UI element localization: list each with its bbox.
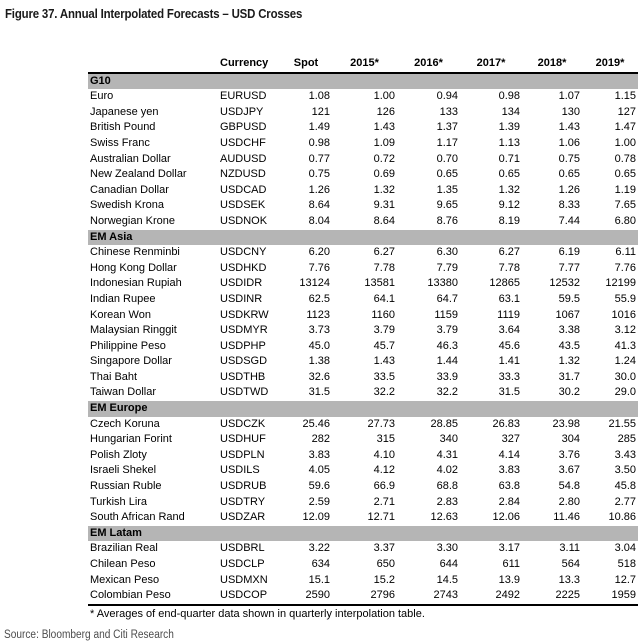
value-cell: 68.8: [436, 480, 458, 493]
currency-code-cell: USDCAD: [220, 183, 267, 196]
value-cell: 1.43: [558, 121, 580, 134]
value-cell: 1.19: [614, 183, 636, 196]
currency-code-cell: USDKRW: [220, 308, 269, 321]
value-cell: 26.83: [492, 417, 520, 430]
currency-name-cell: British Pound: [90, 121, 156, 134]
value-cell: 12.09: [302, 511, 330, 524]
currency-name-cell: Malaysian Ringgit: [90, 324, 177, 337]
table-row: [88, 136, 638, 152]
currency-name-cell: Turkish Lira: [90, 495, 148, 508]
value-cell: 3.79: [436, 324, 458, 337]
table-row: [88, 89, 638, 105]
currency-name-cell: Indonesian Rupiah: [90, 277, 182, 290]
value-cell: 2.59: [308, 495, 330, 508]
currency-name-cell: Polish Zloty: [90, 448, 147, 461]
value-cell: 6.80: [614, 214, 636, 227]
value-cell: 33.5: [373, 370, 395, 383]
value-cell: 2225: [522, 588, 582, 605]
value-cell: 8.64: [373, 214, 395, 227]
col-header-2018: 2018*: [522, 56, 582, 73]
source-line: Source: Bloomberg and Citi Research: [4, 628, 174, 641]
value-cell: 0.78: [614, 152, 636, 165]
value-cell: 63.8: [498, 480, 520, 493]
value-cell: 9.31: [373, 199, 395, 212]
value-cell: 2.80: [558, 495, 580, 508]
section-header-row: [88, 230, 638, 246]
value-cell: 6.20: [308, 246, 330, 259]
value-cell: 1160: [371, 308, 395, 321]
value-cell: 28.85: [430, 417, 458, 430]
value-cell: 15.2: [373, 573, 395, 586]
value-cell: 3.04: [614, 542, 636, 555]
col-header-currency: Currency: [218, 56, 280, 73]
value-cell: 6.27: [498, 246, 520, 259]
value-cell: 32.2: [373, 386, 395, 399]
value-cell: 7.78: [498, 261, 520, 274]
table-row: [88, 245, 638, 261]
currency-code-cell: NZDUSD: [220, 168, 266, 181]
currency-code-cell: USDHUF: [220, 433, 266, 446]
value-cell: 1.47: [614, 121, 636, 134]
value-cell: 6.30: [436, 246, 458, 259]
currency-code-cell: USDIDR: [220, 277, 263, 290]
value-cell: 126: [376, 105, 395, 118]
value-cell: 4.05: [308, 464, 330, 477]
value-cell: 59.5: [558, 292, 580, 305]
col-header-spot: Spot: [280, 56, 332, 73]
value-cell: 1123: [306, 308, 330, 321]
currency-code-cell: GBPUSD: [220, 121, 267, 134]
section-header-row: [88, 526, 638, 542]
table-row: [88, 448, 638, 464]
value-cell: 10.86: [608, 511, 636, 524]
value-cell: 0.98: [498, 90, 520, 103]
value-cell: 134: [501, 105, 520, 118]
value-cell: 4.10: [373, 448, 395, 461]
currency-code-cell: USDZAR: [220, 511, 266, 524]
value-cell: 1.24: [614, 355, 636, 368]
currency-code-cell: USDMYR: [220, 324, 268, 337]
value-cell: 2.77: [614, 495, 636, 508]
value-cell: 0.72: [373, 152, 395, 165]
value-cell: 304: [561, 433, 580, 446]
section-label: EM Latam: [88, 526, 638, 542]
value-cell: 1.32: [558, 355, 580, 368]
currency-code-cell: USDJPY: [220, 105, 264, 118]
value-cell: 11.46: [553, 511, 580, 524]
currency-name-cell: Indian Rupee: [90, 292, 156, 305]
value-cell: 285: [617, 433, 636, 446]
table-row: [88, 463, 638, 479]
currency-code-cell: USDCHF: [220, 136, 266, 149]
value-cell: 0.65: [436, 168, 458, 181]
value-cell: 327: [501, 433, 520, 446]
col-header-name: [88, 56, 218, 73]
value-cell: 12532: [549, 277, 580, 290]
value-cell: 1119: [497, 308, 520, 321]
value-cell: 644: [439, 558, 458, 570]
value-cell: 3.64: [498, 324, 520, 337]
value-cell: 7.65: [614, 199, 636, 212]
value-cell: 3.30: [436, 542, 458, 555]
figure-title: Figure 37. Annual Interpolated Forecasts – USD Crosses: [5, 6, 303, 21]
value-cell: 1.08: [308, 90, 330, 103]
value-cell: 27.73: [367, 417, 395, 430]
currency-name-cell: Brazilian Real: [90, 542, 158, 555]
table-row: [88, 479, 638, 495]
value-cell: 340: [439, 433, 458, 446]
currency-code-cell: USDILS: [220, 464, 260, 477]
currency-code-cell: USDTRY: [220, 495, 266, 508]
currency-name-cell: Philippine Peso: [90, 339, 166, 352]
value-cell: 12199: [605, 277, 636, 290]
currency-code-cell: USDPLN: [220, 448, 265, 461]
value-cell: 54.8: [558, 480, 580, 493]
value-cell: 1.39: [498, 121, 520, 134]
currency-code-cell: USDTHB: [220, 370, 266, 383]
currency-name-cell: Singapore Dollar: [90, 355, 172, 368]
currency-name-cell: Chinese Renminbi: [90, 246, 180, 259]
value-cell: 45.0: [308, 339, 330, 352]
currency-name-cell: Korean Won: [90, 308, 151, 321]
value-cell: 3.38: [558, 324, 580, 337]
value-cell: 12865: [489, 277, 520, 290]
value-cell: 32.2: [436, 386, 458, 399]
table-row: [88, 432, 638, 448]
value-cell: 315: [376, 433, 395, 446]
currency-name-cell: New Zealand Dollar: [90, 168, 187, 181]
value-cell: 6.19: [558, 246, 580, 259]
table-row: [88, 385, 638, 401]
value-cell: 7.44: [558, 214, 580, 227]
value-cell: 1.15: [614, 90, 636, 103]
value-cell: 63.1: [498, 292, 520, 305]
value-cell: 7.79: [436, 261, 458, 274]
currency-name-cell: Australian Dollar: [90, 152, 171, 165]
value-cell: 634: [311, 558, 330, 570]
value-cell: 3.76: [558, 448, 580, 461]
value-cell: 1.35: [436, 183, 458, 196]
value-cell: 4.02: [436, 464, 458, 477]
currency-code-cell: USDINR: [220, 292, 263, 305]
table-row: [88, 198, 638, 214]
currency-code-cell: EURUSD: [220, 90, 267, 103]
value-cell: 1.49: [308, 121, 330, 134]
value-cell: 2.84: [498, 495, 520, 508]
value-cell: 0.75: [558, 152, 580, 165]
value-cell: 31.5: [308, 386, 330, 399]
currency-name-cell: Norwegian Krone: [90, 214, 175, 227]
value-cell: 66.9: [373, 480, 395, 493]
value-cell: 12.06: [492, 511, 520, 524]
value-cell: 1.00: [373, 90, 395, 103]
value-cell: 2743: [397, 588, 460, 605]
value-cell: 29.0: [614, 386, 636, 399]
value-cell: 8.19: [498, 214, 520, 227]
table-header-row: [88, 56, 638, 73]
col-header-2015: 2015*: [332, 56, 397, 73]
value-cell: 1.00: [614, 136, 636, 149]
table-row: [88, 588, 638, 605]
value-cell: 1.41: [498, 355, 520, 368]
value-cell: 282: [311, 433, 330, 446]
value-cell: 3.67: [558, 464, 580, 477]
currency-code-cell: USDTWD: [220, 386, 269, 399]
value-cell: 9.65: [436, 199, 458, 212]
value-cell: 33.9: [436, 370, 458, 383]
value-cell: 7.78: [373, 261, 395, 274]
value-cell: 8.33: [558, 199, 580, 212]
value-cell: 611: [502, 558, 520, 570]
value-cell: 3.11: [559, 542, 580, 555]
value-cell: 8.04: [308, 214, 330, 227]
value-cell: 0.75: [308, 168, 330, 181]
value-cell: 0.65: [614, 168, 636, 181]
report-figure-page: [0, 6, 640, 642]
value-cell: 1.26: [308, 183, 330, 196]
value-cell: 64.7: [436, 292, 458, 305]
currency-code-cell: USDCOP: [218, 588, 280, 605]
value-cell: 0.65: [558, 168, 580, 181]
table-row: [88, 370, 638, 386]
currency-name-cell: South African Rand: [90, 511, 185, 524]
section-label: EM Asia: [88, 230, 638, 246]
col-header-2016: 2016*: [397, 56, 460, 73]
fx-forecast-table: [88, 56, 638, 606]
value-cell: 0.98: [308, 136, 330, 149]
value-cell: 1.32: [498, 183, 520, 196]
section-label: G10: [88, 73, 638, 90]
value-cell: 64.1: [373, 292, 395, 305]
currency-code-cell: USDPHP: [220, 339, 266, 352]
section-header-row: [88, 73, 638, 90]
table-row: [88, 573, 638, 589]
value-cell: 2.71: [373, 495, 395, 508]
value-cell: 121: [311, 105, 330, 118]
value-cell: 1.07: [558, 90, 580, 103]
value-cell: 30.0: [614, 370, 636, 383]
value-cell: 564: [561, 558, 580, 570]
value-cell: 2492: [460, 588, 522, 605]
value-cell: 1.17: [436, 136, 458, 149]
currency-name-cell: Russian Ruble: [90, 480, 162, 493]
value-cell: 13124: [299, 277, 330, 290]
currency-name-cell: Japanese yen: [90, 105, 159, 118]
value-cell: 133: [439, 105, 458, 118]
table-row: [88, 261, 638, 277]
value-cell: 0.70: [436, 152, 458, 165]
value-cell: 1159: [434, 308, 458, 321]
value-cell: 130: [561, 105, 580, 118]
table-row: [88, 308, 638, 324]
value-cell: 12.63: [430, 511, 458, 524]
value-cell: 59.6: [308, 480, 330, 493]
currency-name-cell: Thai Baht: [90, 370, 138, 383]
value-cell: 2590: [280, 588, 332, 605]
table-row: [88, 354, 638, 370]
value-cell: 46.3: [436, 339, 458, 352]
value-cell: 1.06: [558, 136, 580, 149]
value-cell: 127: [617, 105, 636, 118]
value-cell: 6.27: [373, 246, 395, 259]
value-cell: 3.73: [308, 324, 330, 337]
value-cell: 1.13: [498, 136, 520, 149]
value-cell: 2.83: [436, 495, 458, 508]
value-cell: 4.31: [436, 448, 458, 461]
value-cell: 3.37: [373, 542, 395, 555]
value-cell: 1.43: [373, 355, 395, 368]
value-cell: 1.38: [308, 355, 330, 368]
col-header-2019: 2019*: [582, 56, 638, 73]
value-cell: 0.71: [498, 152, 520, 165]
col-header-2017: 2017*: [460, 56, 522, 73]
value-cell: 45.8: [614, 480, 636, 493]
value-cell: 55.9: [614, 292, 636, 305]
table-row: [88, 541, 638, 557]
currency-code-cell: AUDUSD: [220, 152, 267, 165]
value-cell: 3.79: [373, 324, 395, 337]
value-cell: 1.32: [373, 183, 395, 196]
value-cell: 4.12: [373, 464, 395, 477]
value-cell: 62.5: [308, 292, 330, 305]
section-header-row: [88, 401, 638, 417]
value-cell: 1016: [611, 308, 636, 321]
value-cell: 30.2: [558, 386, 580, 399]
currency-name-cell: Euro: [90, 90, 114, 103]
currency-code-cell: USDRUB: [220, 480, 267, 493]
currency-name-cell: Israeli Shekel: [90, 464, 157, 477]
value-cell: 3.83: [498, 464, 520, 477]
table-row: [88, 417, 638, 433]
value-cell: 33.3: [498, 370, 520, 383]
section-label: EM Europe: [88, 401, 638, 417]
value-cell: 15.1: [308, 573, 330, 586]
table-row: [88, 292, 638, 308]
value-cell: 13581: [364, 277, 395, 290]
currency-name-cell: Chilean Peso: [90, 558, 156, 570]
value-cell: 1.43: [373, 121, 395, 134]
currency-name-cell: Hong Kong Dollar: [90, 261, 177, 274]
value-cell: 518: [617, 558, 636, 570]
value-cell: 45.6: [498, 339, 520, 352]
table-footnote: * Averages of end-quarter data shown in quarterly interpolation table.: [90, 607, 425, 620]
currency-name-cell: Swedish Krona: [90, 199, 164, 212]
value-cell: 1067: [555, 308, 580, 321]
value-cell: 3.83: [308, 448, 330, 461]
currency-code-cell: USDSGD: [220, 355, 268, 368]
value-cell: 0.94: [436, 90, 458, 103]
value-cell: 31.7: [558, 370, 580, 383]
currency-name-cell: Colombian Peso: [88, 588, 218, 605]
currency-code-cell: USDBRL: [220, 542, 265, 555]
value-cell: 43.5: [558, 339, 580, 352]
value-cell: 6.11: [615, 246, 636, 259]
currency-code-cell: USDMXN: [220, 573, 268, 586]
value-cell: 1.26: [558, 183, 580, 196]
value-cell: 3.43: [614, 448, 636, 461]
currency-code-cell: USDCZK: [220, 417, 266, 430]
value-cell: 1959: [582, 588, 638, 605]
currency-code-cell: USDCNY: [220, 246, 267, 259]
table-row: [88, 105, 638, 121]
value-cell: 650: [376, 558, 395, 570]
value-cell: 9.12: [498, 199, 520, 212]
table-row: [88, 339, 638, 355]
value-cell: 0.65: [498, 168, 520, 181]
value-cell: 8.76: [436, 214, 458, 227]
table-row: [88, 510, 638, 526]
value-cell: 13.3: [558, 573, 580, 586]
value-cell: 3.17: [498, 542, 520, 555]
value-cell: 7.77: [558, 261, 580, 274]
value-cell: 12.71: [367, 511, 395, 524]
currency-name-cell: Czech Koruna: [90, 417, 160, 430]
table-row: [88, 120, 638, 136]
table-row: [88, 557, 638, 573]
value-cell: 7.76: [614, 261, 636, 274]
value-cell: 7.76: [308, 261, 330, 274]
table-row: [88, 214, 638, 230]
value-cell: 8.64: [308, 199, 330, 212]
currency-code-cell: USDCLP: [220, 558, 265, 570]
currency-name-cell: Canadian Dollar: [90, 183, 169, 196]
currency-code-cell: USDNOK: [220, 214, 268, 227]
currency-code-cell: USDSEK: [220, 199, 266, 212]
table-row: [88, 495, 638, 511]
value-cell: 25.46: [302, 417, 330, 430]
value-cell: 2796: [332, 588, 397, 605]
currency-name-cell: Mexican Peso: [90, 573, 160, 586]
value-cell: 1.09: [373, 136, 395, 149]
value-cell: 0.69: [373, 168, 395, 181]
table-row: [88, 152, 638, 168]
value-cell: 3.50: [614, 464, 636, 477]
table-row: [88, 323, 638, 339]
value-cell: 13380: [427, 277, 458, 290]
value-cell: 21.55: [608, 417, 636, 430]
value-cell: 3.22: [308, 542, 330, 555]
value-cell: 1.44: [436, 355, 458, 368]
value-cell: 4.14: [498, 448, 520, 461]
table-row: [88, 183, 638, 199]
value-cell: 32.6: [308, 370, 330, 383]
currency-code-cell: USDHKD: [220, 261, 267, 274]
value-cell: 45.7: [373, 339, 395, 352]
value-cell: 31.5: [498, 386, 520, 399]
value-cell: 13.9: [498, 573, 520, 586]
value-cell: 1.37: [436, 121, 458, 134]
table-row: [88, 276, 638, 292]
value-cell: 3.12: [614, 324, 636, 337]
value-cell: 23.98: [552, 417, 580, 430]
value-cell: 14.5: [436, 573, 458, 586]
table-row: [88, 167, 638, 183]
currency-name-cell: Hungarian Forint: [90, 433, 172, 446]
value-cell: 12.7: [614, 573, 636, 586]
currency-name-cell: Taiwan Dollar: [90, 386, 157, 399]
value-cell: 41.3: [614, 339, 636, 352]
currency-name-cell: Swiss Franc: [90, 136, 150, 149]
value-cell: 0.77: [308, 152, 330, 165]
